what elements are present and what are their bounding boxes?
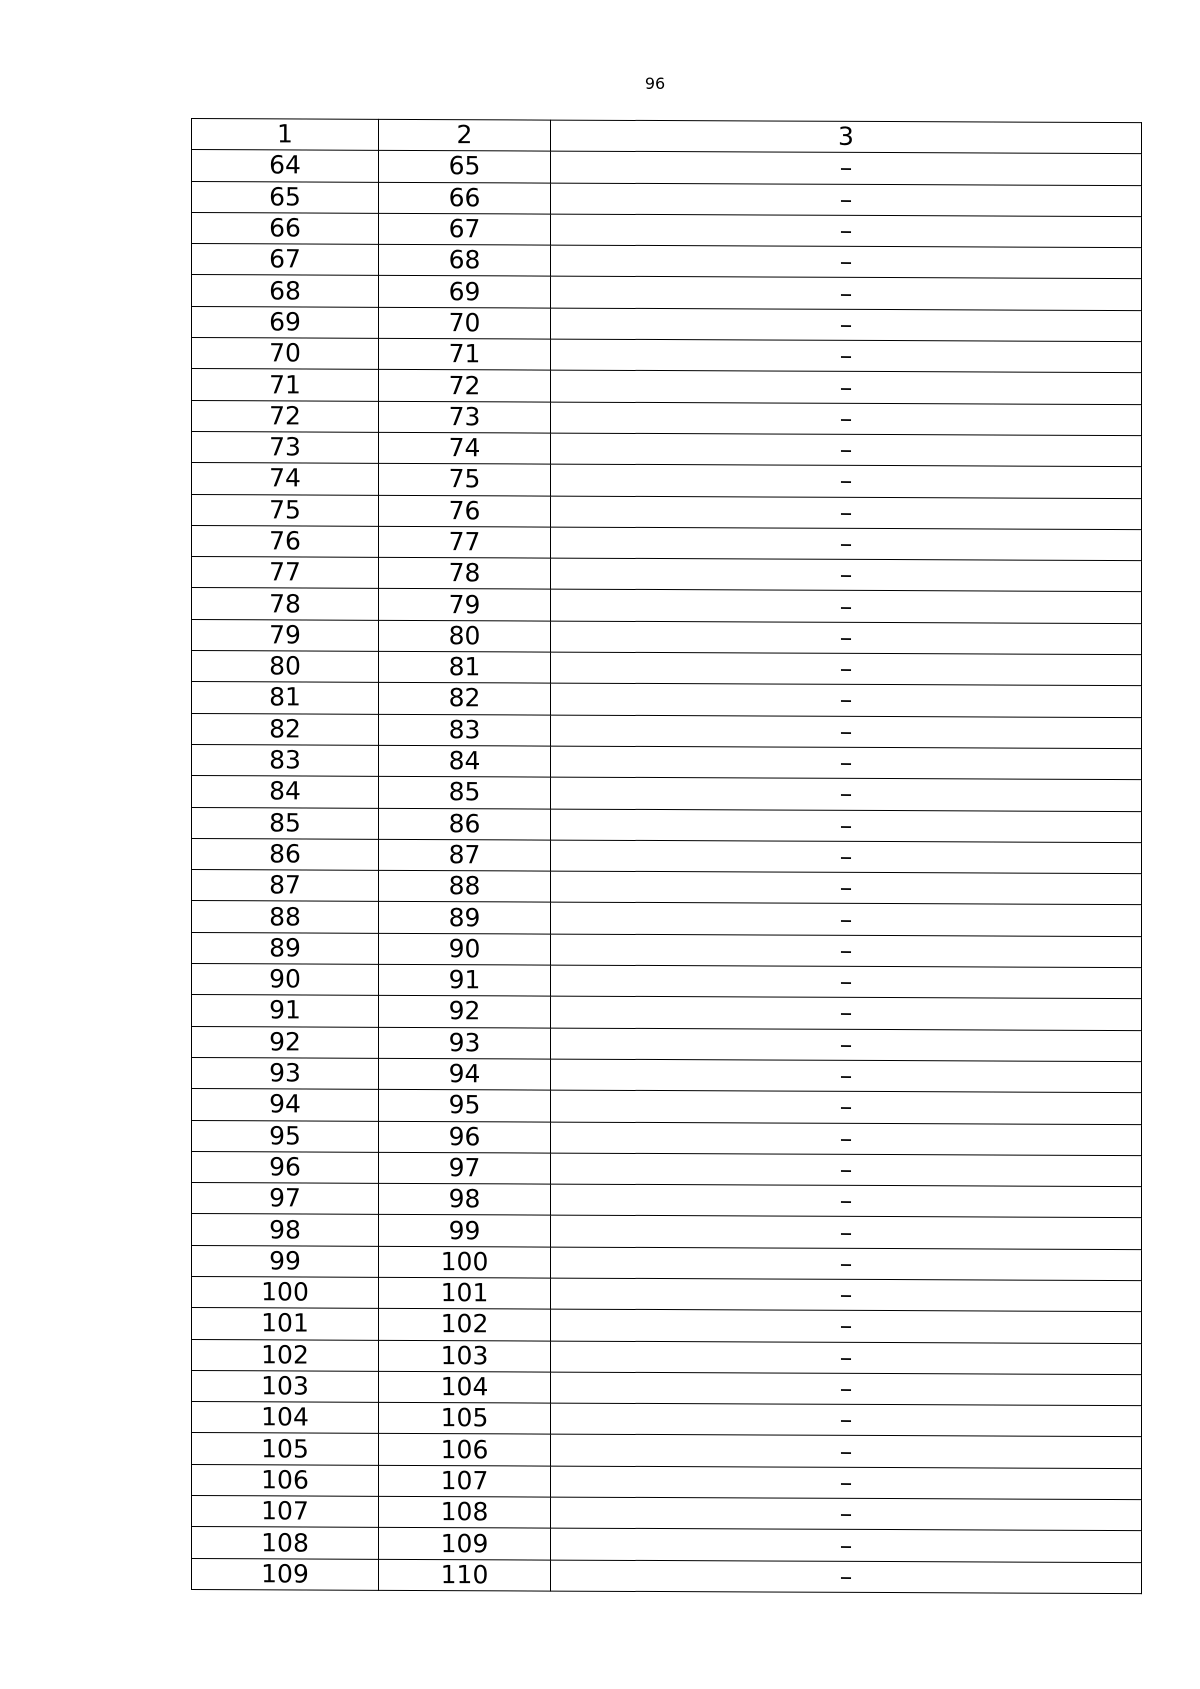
- table-cell-col-3: –: [551, 840, 1142, 874]
- table-cell-col-3: –: [551, 871, 1142, 905]
- table-header-row: [192, 119, 1142, 154]
- table-cell-col-3: –: [551, 590, 1142, 624]
- table-cell-col-1: 88: [192, 901, 379, 933]
- table-cell-col-2: 67: [379, 213, 551, 245]
- table-cell-col-3: –: [551, 339, 1142, 373]
- table-cell-col-3: –: [551, 1215, 1142, 1249]
- table-cell-col-2: 80: [379, 620, 551, 652]
- table-row: [192, 682, 1142, 717]
- table-cell-col-2: 97: [379, 1152, 551, 1184]
- column-header-3: 3: [551, 120, 1142, 154]
- table-row: [192, 306, 1142, 341]
- table-row: [192, 744, 1142, 779]
- table-cell-col-1: 106: [192, 1464, 379, 1496]
- table-cell-col-3: –: [551, 433, 1142, 467]
- table-cell-col-2: 110: [379, 1559, 551, 1591]
- table-cell-col-3: –: [551, 902, 1142, 936]
- table-row: [192, 1558, 1142, 1593]
- table-row: [192, 557, 1142, 592]
- table-cell-col-3: –: [551, 1059, 1142, 1093]
- table-cell-col-3: –: [551, 965, 1142, 999]
- table-cell-col-2: 108: [379, 1496, 551, 1528]
- table-cell-col-2: 89: [379, 902, 551, 934]
- table-cell-col-2: 106: [379, 1434, 551, 1466]
- table-row: [192, 369, 1142, 404]
- table-cell-col-1: 72: [192, 400, 379, 432]
- table-row: [192, 1433, 1142, 1468]
- table-cell-col-2: 75: [379, 464, 551, 496]
- table-cell-col-2: 72: [379, 370, 551, 402]
- table-cell-col-3: –: [551, 1372, 1142, 1406]
- table-cell-col-1: 79: [192, 619, 379, 651]
- table-cell-col-3: –: [551, 527, 1142, 561]
- table-cell-col-3: –: [551, 652, 1142, 686]
- table-cell-col-3: –: [551, 1309, 1142, 1343]
- table-row: [192, 1339, 1142, 1374]
- table-cell-col-2: 79: [379, 589, 551, 621]
- table-cell-col-3: –: [551, 245, 1142, 279]
- table-row: [192, 1402, 1142, 1437]
- table-cell-col-3: –: [551, 1278, 1142, 1312]
- table-cell-col-1: 93: [192, 1057, 379, 1089]
- table-cell-col-3: –: [551, 683, 1142, 717]
- table-cell-col-1: 95: [192, 1120, 379, 1152]
- table-cell-col-2: 107: [379, 1465, 551, 1497]
- table-cell-col-2: 77: [379, 526, 551, 558]
- table-cell-col-1: 100: [192, 1276, 379, 1308]
- table-cell-col-1: 71: [192, 369, 379, 401]
- table-row: [192, 1057, 1142, 1092]
- table-cell-col-1: 103: [192, 1370, 379, 1402]
- table-cell-col-2: 96: [379, 1121, 551, 1153]
- table-cell-col-1: 92: [192, 1026, 379, 1058]
- table-cell-col-2: 93: [379, 1027, 551, 1059]
- table-cell-col-3: –: [551, 621, 1142, 655]
- table-cell-col-2: 102: [379, 1309, 551, 1341]
- table-row: [192, 964, 1142, 999]
- table-cell-col-2: 95: [379, 1090, 551, 1122]
- table-cell-col-3: –: [551, 1247, 1142, 1281]
- table-row: [192, 1089, 1142, 1124]
- table-cell-col-2: 74: [379, 432, 551, 464]
- table-cell-col-3: –: [551, 715, 1142, 749]
- table-cell-col-1: 75: [192, 494, 379, 526]
- table-cell-col-3: –: [551, 402, 1142, 436]
- table-cell-col-3: –: [551, 746, 1142, 780]
- table-cell-col-2: 84: [379, 745, 551, 777]
- table-row: [192, 588, 1142, 623]
- table-cell-col-3: –: [551, 1497, 1142, 1531]
- table-cell-col-2: 68: [379, 245, 551, 277]
- table-cell-col-2: 86: [379, 808, 551, 840]
- table-row: [192, 1214, 1142, 1249]
- table-row: [192, 1120, 1142, 1155]
- table-row: [192, 995, 1142, 1030]
- table-cell-col-3: –: [551, 370, 1142, 404]
- table-cell-col-1: 82: [192, 713, 379, 745]
- table-body: [192, 150, 1142, 1594]
- table-cell-col-1: 73: [192, 431, 379, 463]
- table-cell-col-3: –: [551, 934, 1142, 968]
- table-cell-col-1: 76: [192, 525, 379, 557]
- table-row: [192, 807, 1142, 842]
- table-cell-col-2: 73: [379, 401, 551, 433]
- table-row: [192, 651, 1142, 686]
- table-cell-col-1: 94: [192, 1089, 379, 1121]
- table-cell-col-3: –: [551, 496, 1142, 530]
- table-cell-col-2: 90: [379, 933, 551, 965]
- table-cell-col-1: 109: [192, 1558, 379, 1590]
- table-cell-col-1: 91: [192, 995, 379, 1027]
- table-cell-col-2: 71: [379, 338, 551, 370]
- table-cell-col-2: 85: [379, 777, 551, 809]
- table-cell-col-3: –: [551, 777, 1142, 811]
- table-cell-col-1: 67: [192, 244, 379, 276]
- table-cell-col-2: 92: [379, 996, 551, 1028]
- table-row: [192, 713, 1142, 748]
- table-row: [192, 525, 1142, 560]
- table-cell-col-3: –: [551, 1122, 1142, 1156]
- table-cell-col-2: 91: [379, 964, 551, 996]
- table-cell-col-1: 89: [192, 932, 379, 964]
- table-cell-col-1: 84: [192, 776, 379, 808]
- table-row: [192, 431, 1142, 466]
- table-cell-col-3: –: [551, 1090, 1142, 1124]
- table-row: [192, 400, 1142, 435]
- table-cell-col-2: 69: [379, 276, 551, 308]
- table-row: [192, 1245, 1142, 1280]
- table-row: [192, 901, 1142, 936]
- table-row: [192, 1527, 1142, 1562]
- table-cell-col-1: 87: [192, 870, 379, 902]
- table-cell-col-3: –: [551, 558, 1142, 592]
- table-cell-col-3: –: [551, 1403, 1142, 1437]
- table-cell-col-1: 102: [192, 1339, 379, 1371]
- table-cell-col-1: 99: [192, 1245, 379, 1277]
- table-cell-col-3: –: [551, 308, 1142, 342]
- table-cell-col-2: 78: [379, 557, 551, 589]
- table-cell-col-1: 107: [192, 1496, 379, 1528]
- table-row: [192, 275, 1142, 310]
- table-cell-col-1: 105: [192, 1433, 379, 1465]
- table-cell-col-1: 104: [192, 1402, 379, 1434]
- table-cell-col-1: 74: [192, 463, 379, 495]
- table-cell-col-1: 65: [192, 181, 379, 213]
- table-row: [192, 463, 1142, 498]
- table-cell-col-1: 78: [192, 588, 379, 620]
- table-row: [192, 181, 1142, 216]
- table-row: [192, 1370, 1142, 1405]
- table-cell-col-3: –: [551, 1560, 1142, 1594]
- table-row: [192, 338, 1142, 373]
- table-cell-col-3: –: [551, 1435, 1142, 1469]
- table-row: [192, 1183, 1142, 1218]
- table-cell-col-2: 94: [379, 1058, 551, 1090]
- column-header-1: 1: [192, 119, 379, 151]
- table-cell-col-1: 66: [192, 212, 379, 244]
- table-cell-col-1: 70: [192, 338, 379, 370]
- table-cell-col-1: 86: [192, 838, 379, 870]
- table-row: [192, 870, 1142, 905]
- table-cell-col-2: 109: [379, 1528, 551, 1560]
- table-row: [192, 1464, 1142, 1499]
- table-cell-col-1: 97: [192, 1183, 379, 1215]
- table-row: [192, 619, 1142, 654]
- table-cell-col-3: –: [551, 214, 1142, 248]
- table-cell-col-2: 99: [379, 1215, 551, 1247]
- table-cell-col-1: 83: [192, 744, 379, 776]
- table-cell-col-2: 76: [379, 495, 551, 527]
- table-row: [192, 838, 1142, 873]
- table-cell-col-3: –: [551, 1466, 1142, 1500]
- table-cell-col-3: –: [551, 1028, 1142, 1062]
- table-cell-col-3: –: [551, 1153, 1142, 1187]
- table-row: [192, 494, 1142, 529]
- table-cell-col-1: 68: [192, 275, 379, 307]
- table-cell-col-2: 104: [379, 1371, 551, 1403]
- table-cell-col-3: –: [551, 1341, 1142, 1375]
- table-cell-col-2: 87: [379, 839, 551, 871]
- table-row: [192, 1151, 1142, 1186]
- table-cell-col-2: 103: [379, 1340, 551, 1372]
- table-cell-col-1: 98: [192, 1214, 379, 1246]
- table-cell-col-1: 101: [192, 1308, 379, 1340]
- table-cell-col-2: 88: [379, 870, 551, 902]
- table-cell-col-1: 77: [192, 557, 379, 589]
- table-cell-col-3: –: [551, 996, 1142, 1030]
- table-cell-col-3: –: [551, 277, 1142, 311]
- table-cell-col-2: 83: [379, 714, 551, 746]
- table-cell-col-1: 81: [192, 682, 379, 714]
- table-row: [192, 212, 1142, 247]
- table-cell-col-2: 105: [379, 1402, 551, 1434]
- column-header-2: 2: [379, 119, 551, 151]
- table-row: [192, 1308, 1142, 1343]
- table-cell-col-3: –: [551, 183, 1142, 217]
- table-row: [192, 244, 1142, 279]
- table-cell-col-2: 81: [379, 651, 551, 683]
- table-container: [191, 118, 1141, 1594]
- table-cell-col-2: 100: [379, 1246, 551, 1278]
- table-row: [192, 150, 1142, 185]
- table-cell-col-2: 65: [379, 151, 551, 183]
- table-cell-col-2: 82: [379, 683, 551, 715]
- table-cell-col-2: 101: [379, 1277, 551, 1309]
- table-cell-col-1: 85: [192, 807, 379, 839]
- table-cell-col-2: 98: [379, 1183, 551, 1215]
- table-row: [192, 1496, 1142, 1531]
- table-cell-col-3: –: [551, 464, 1142, 498]
- table-cell-col-1: 64: [192, 150, 379, 182]
- table-cell-col-3: –: [551, 809, 1142, 843]
- table-cell-col-3: –: [551, 151, 1142, 185]
- table-cell-col-2: 66: [379, 182, 551, 214]
- table-row: [192, 1026, 1142, 1061]
- table-row: [192, 776, 1142, 811]
- table-cell-col-1: 108: [192, 1527, 379, 1559]
- table-cell-col-1: 80: [192, 651, 379, 683]
- table-cell-col-2: 70: [379, 307, 551, 339]
- table-cell-col-1: 69: [192, 306, 379, 338]
- data-table: [191, 118, 1142, 1594]
- table-row: [192, 932, 1142, 967]
- table-cell-col-3: –: [551, 1528, 1142, 1562]
- page-number: 96: [644, 74, 666, 93]
- table-cell-col-1: 90: [192, 964, 379, 996]
- table-cell-col-3: –: [551, 1184, 1142, 1218]
- table-row: [192, 1276, 1142, 1311]
- table-cell-col-1: 96: [192, 1151, 379, 1183]
